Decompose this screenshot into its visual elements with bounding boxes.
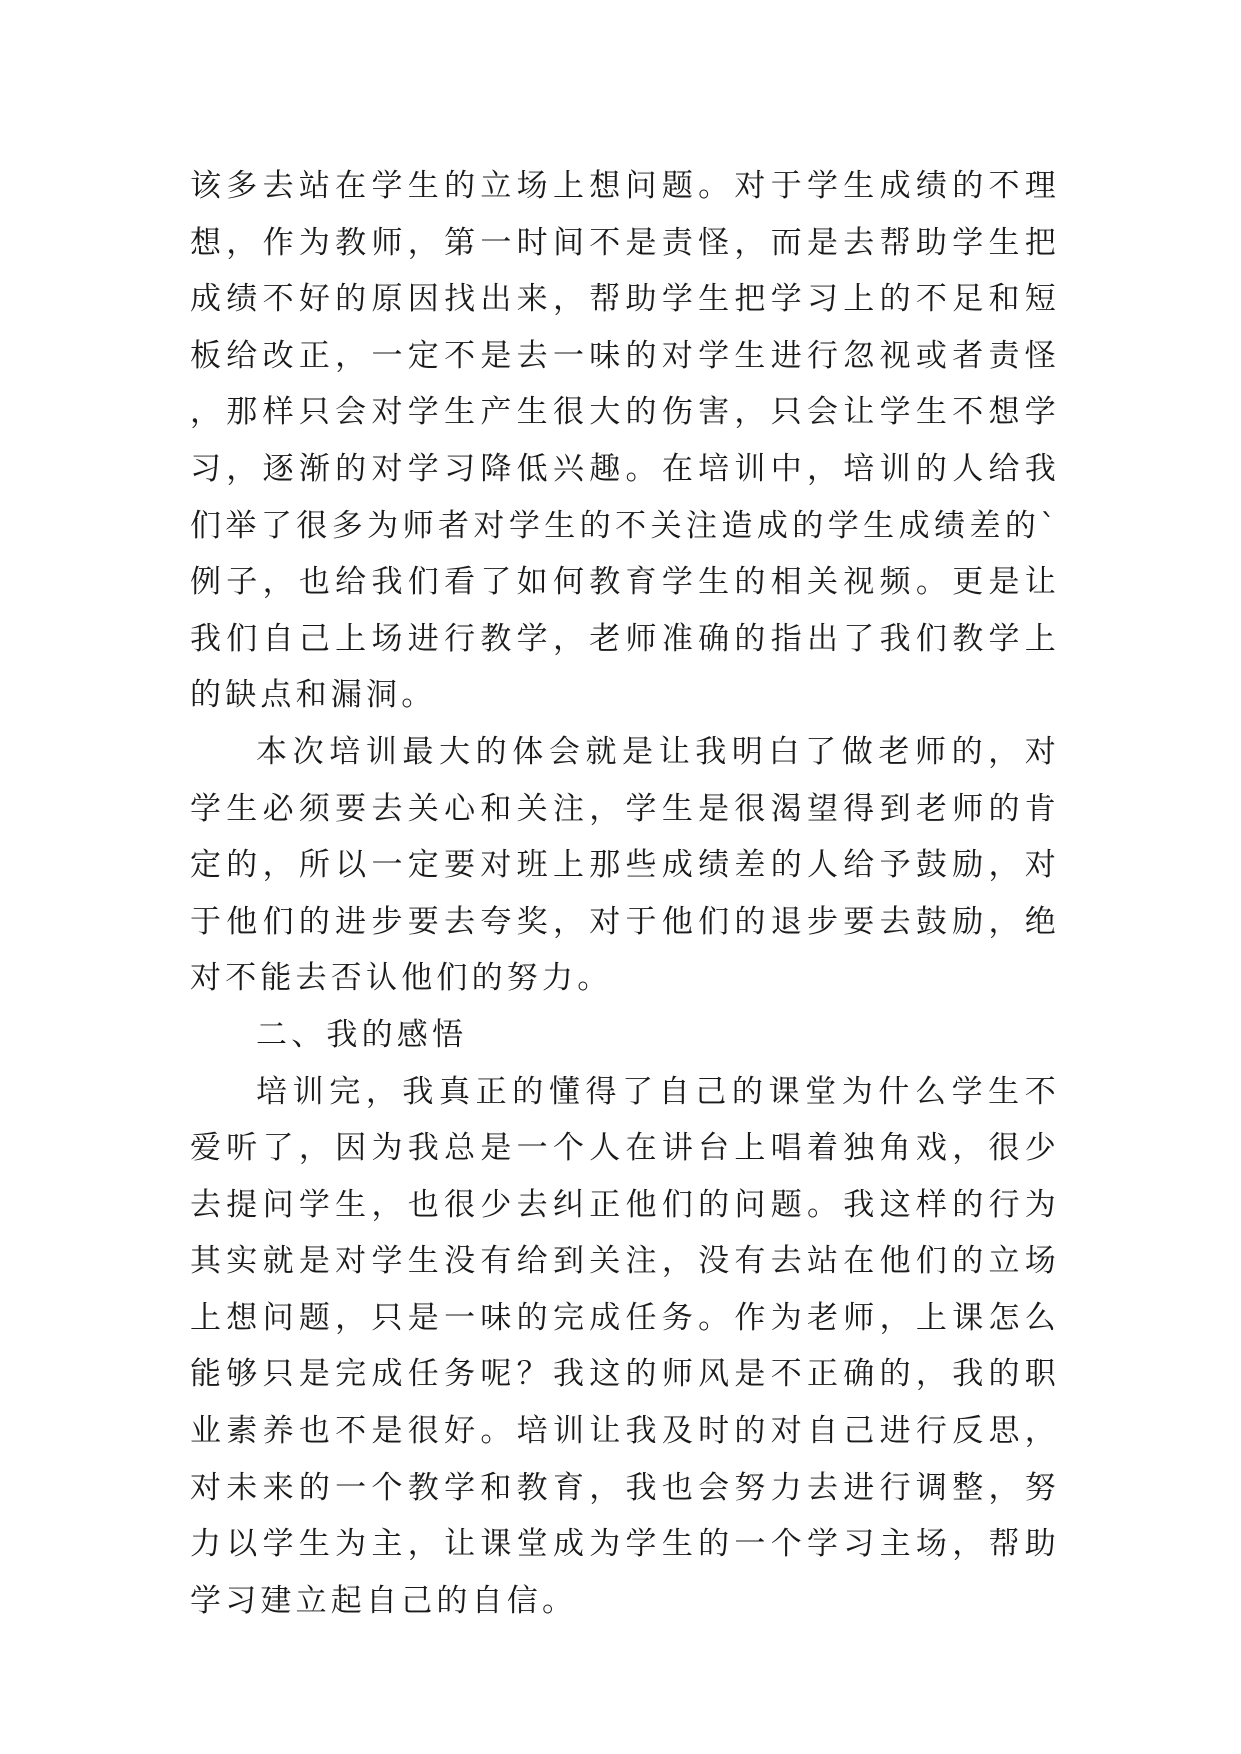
section-heading-my-reflection: 二、我的感悟	[256, 1016, 468, 1053]
document-page	[190, 158, 1060, 1629]
paragraph-continuation: 该多去站在学生的立场上想问题。对于学生成绩的不理想，作为教师，第一时间不是责怪，而是去帮助学生把成绩不好的原因找出来，帮助学生把学习上的不足和短板给改正，一定不是去一味的对学生进行忽视或者责怪，那样只会对学生产生很大的伤害，只会让学生不想学习，逐渐的对学习降低兴趣。在培训中，培训的人给我们举了很多为师者对学生的不关注造成的学生成绩差的`例子，也给我们看了如何教育学生的相关视频。更是让我们自己上场进行教学，老师准确的指出了我们教学上的缺点和漏洞。	[190, 168, 1060, 714]
paragraph-training-insight: 本次培训最大的体会就是让我明白了做老师的，对学生必须要去关心和关注，学生是很渴望得到老师的肯定的，所以一定要对班上那些成绩差的人给予鼓励，对于他们的进步要去夸奖，对于他们的退步要去鼓励，绝对不能去否认他们的努力。	[190, 733, 1060, 997]
paragraph-reflection: 培训完，我真正的懂得了自己的课堂为什么学生不爱听了，因为我总是一个人在讲台上唱着独角戏，很少去提问学生，也很少去纠正他们的问题。我这样的行为其实就是对学生没有给到关注，没有去站在他们的立场上想问题，只是一味的完成任务。作为老师，上课怎么能够只是完成任务呢？我这的师风是不正确的，我的职业素养也不是很好。培训让我及时的对自己进行反思，对未来的一个教学和教育，我也会努力去进行调整，努力以学生为主，让课堂成为学生的一个学习主场，帮助学习建立起自己的自信。	[190, 1073, 1060, 1619]
